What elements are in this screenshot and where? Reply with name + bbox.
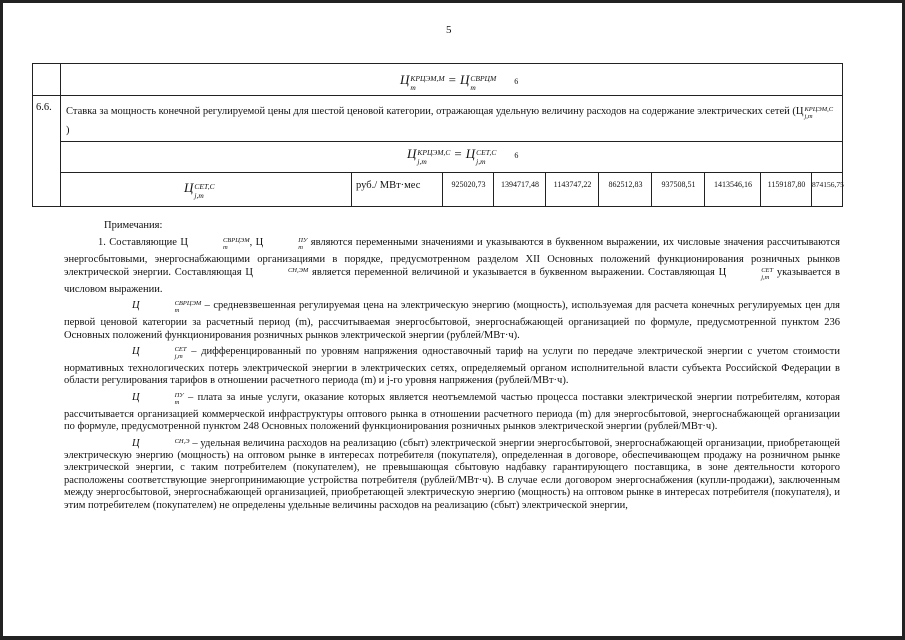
table-line <box>60 141 843 142</box>
notes-title: Примечания: <box>104 220 163 231</box>
table-line <box>760 172 761 206</box>
row-number: 6.6. <box>36 102 52 113</box>
scan-border-left <box>0 0 3 640</box>
table-line <box>704 172 705 206</box>
note-paragraph-2: Ц СВРЦЭМ m – средневзвешенная регулируемая цена на электрическую энергию (мощность), используемая для расчета конечных регулируемых цен для первой ценовой категории за расчетный период (m), рассчитываемая энергосбытовой, энергоснабжающей организацией по формуле, предусмотренной пунктом 236 Основных положений функционирования розничных рынков электрической энергии (рублей/МВт·ч). <box>64 300 840 341</box>
table-cell: 925020,73 <box>451 180 486 189</box>
note-paragraph-5: Ц СН,Э – удельная величина расходов на реализацию (сбыт) электрической энергии энергосбытовой, энергоснабжающей организации, приобретающей электрическую энергию (мощность) на оптовом рынке в интересах потребителя (покупателя), определенная в договоре, обеспечивающем продажу на розничном рынке электрической энергии, с таким потребителем (покупателем), не превышающая сбытовую надбавку гарантирующего поставщика, в зоне деятельности которого расположены соответствующие энергопринимающие устройства потребителя (рублей/МВт·ч). В случае если договором энергоснабжения (купли-продажи), заключенным между энергосбытовой, энергоснабжающей организацией, приобретающей электрическую энергию (мощность) на оптовом рынке в интересах потребителя (покупателя), и этим потребителем (покупателем) не определены удельные величины расходов на реализацию (сбыт) электрической энергии, <box>64 437 840 511</box>
table-line <box>60 63 61 207</box>
table-line <box>351 172 352 206</box>
data-row-symbol: Ц СЕТ,С j,m <box>184 180 215 200</box>
table-cell: 1394717,48 <box>501 180 539 189</box>
table-cell: 874156,75 <box>812 180 844 189</box>
table-line <box>32 95 843 96</box>
table-line <box>651 172 652 206</box>
scan-border-top <box>0 0 905 3</box>
table-line <box>60 172 843 173</box>
table-cell: 1143747,22 <box>553 180 592 189</box>
table-line <box>32 63 843 64</box>
formula-6-6: Ц КРЦЭМ,С j,m = Ц СЕТ,С j,m 6 <box>407 146 519 166</box>
table-line <box>32 206 843 207</box>
scan-border-bottom <box>0 636 905 640</box>
note-paragraph-3: Ц СЕТ j,m – дифференцированный по уровням напряжения одноставочный тариф на услуги по передаче электрической энергии с учетом стоимости нормативных технологических потерь электрической энергии в электрических сетях, определяемый органом исполнительной власти субъекта Российской Федерации в области регулирования тарифов в отношении расчетного периода (m) и j-го уровня напряжения (рублей/МВт·ч). <box>64 346 840 387</box>
note-paragraph-4: Ц ПУ m – плата за иные услуги, оказание которых является неотъемлемой частью процесса поставки электрической энергии потребителям, которая рассчитывается организацией коммерческой инфраструктуры оптового рынка в отношении расчетного периода (m) для энергосбытовой, энергоснабжающей организации по формуле, предусмотренной пунктом 248 Основных положений функционирования розничных рынков электрической энергии (рублей/МВт·ч). <box>64 391 840 433</box>
table-cell: 1413546,16 <box>714 180 752 189</box>
table-line <box>811 172 812 206</box>
table-cell: 937508,51 <box>661 180 696 189</box>
table-cell: 862512,83 <box>608 180 643 189</box>
page-number: 5 <box>446 24 452 36</box>
table-line <box>493 172 494 206</box>
table-line <box>545 172 546 206</box>
formula-top: Ц КРЦЭМ,М m = Ц СВРЦМ m 6 <box>400 72 519 92</box>
note-paragraph-1: 1. Составляющие Ц СВРЦЭМ m , Ц ПУ m являются переменными значениями и указываются в буквенном выражении, их числовые значения рассчитываются энергосбытовыми, энергоснабжающими организациями в порядке, предусмотренном разделом XII Основных положений функционирования розничных рынков электрической энергии. Составляющая Ц СН,ЭМ является переменной величиной и указывается в буквенном выражении. Составляющая Ц СЕТ j,m указывается в числовом выражении. <box>64 237 840 295</box>
row-description: Ставка за мощность конечной регулируемой цены для шестой ценовой категории, отражающая удельную величину расходов на содержание электрических сетей (Ц КРЦЭМ,С j,m ) <box>66 106 834 136</box>
table-line <box>32 63 33 207</box>
data-row-unit: руб./ МВт·мес <box>356 180 421 191</box>
table-line <box>598 172 599 206</box>
table-cell: 1159187,80 <box>767 180 806 189</box>
notes-section <box>64 220 840 512</box>
table-line <box>442 172 443 206</box>
